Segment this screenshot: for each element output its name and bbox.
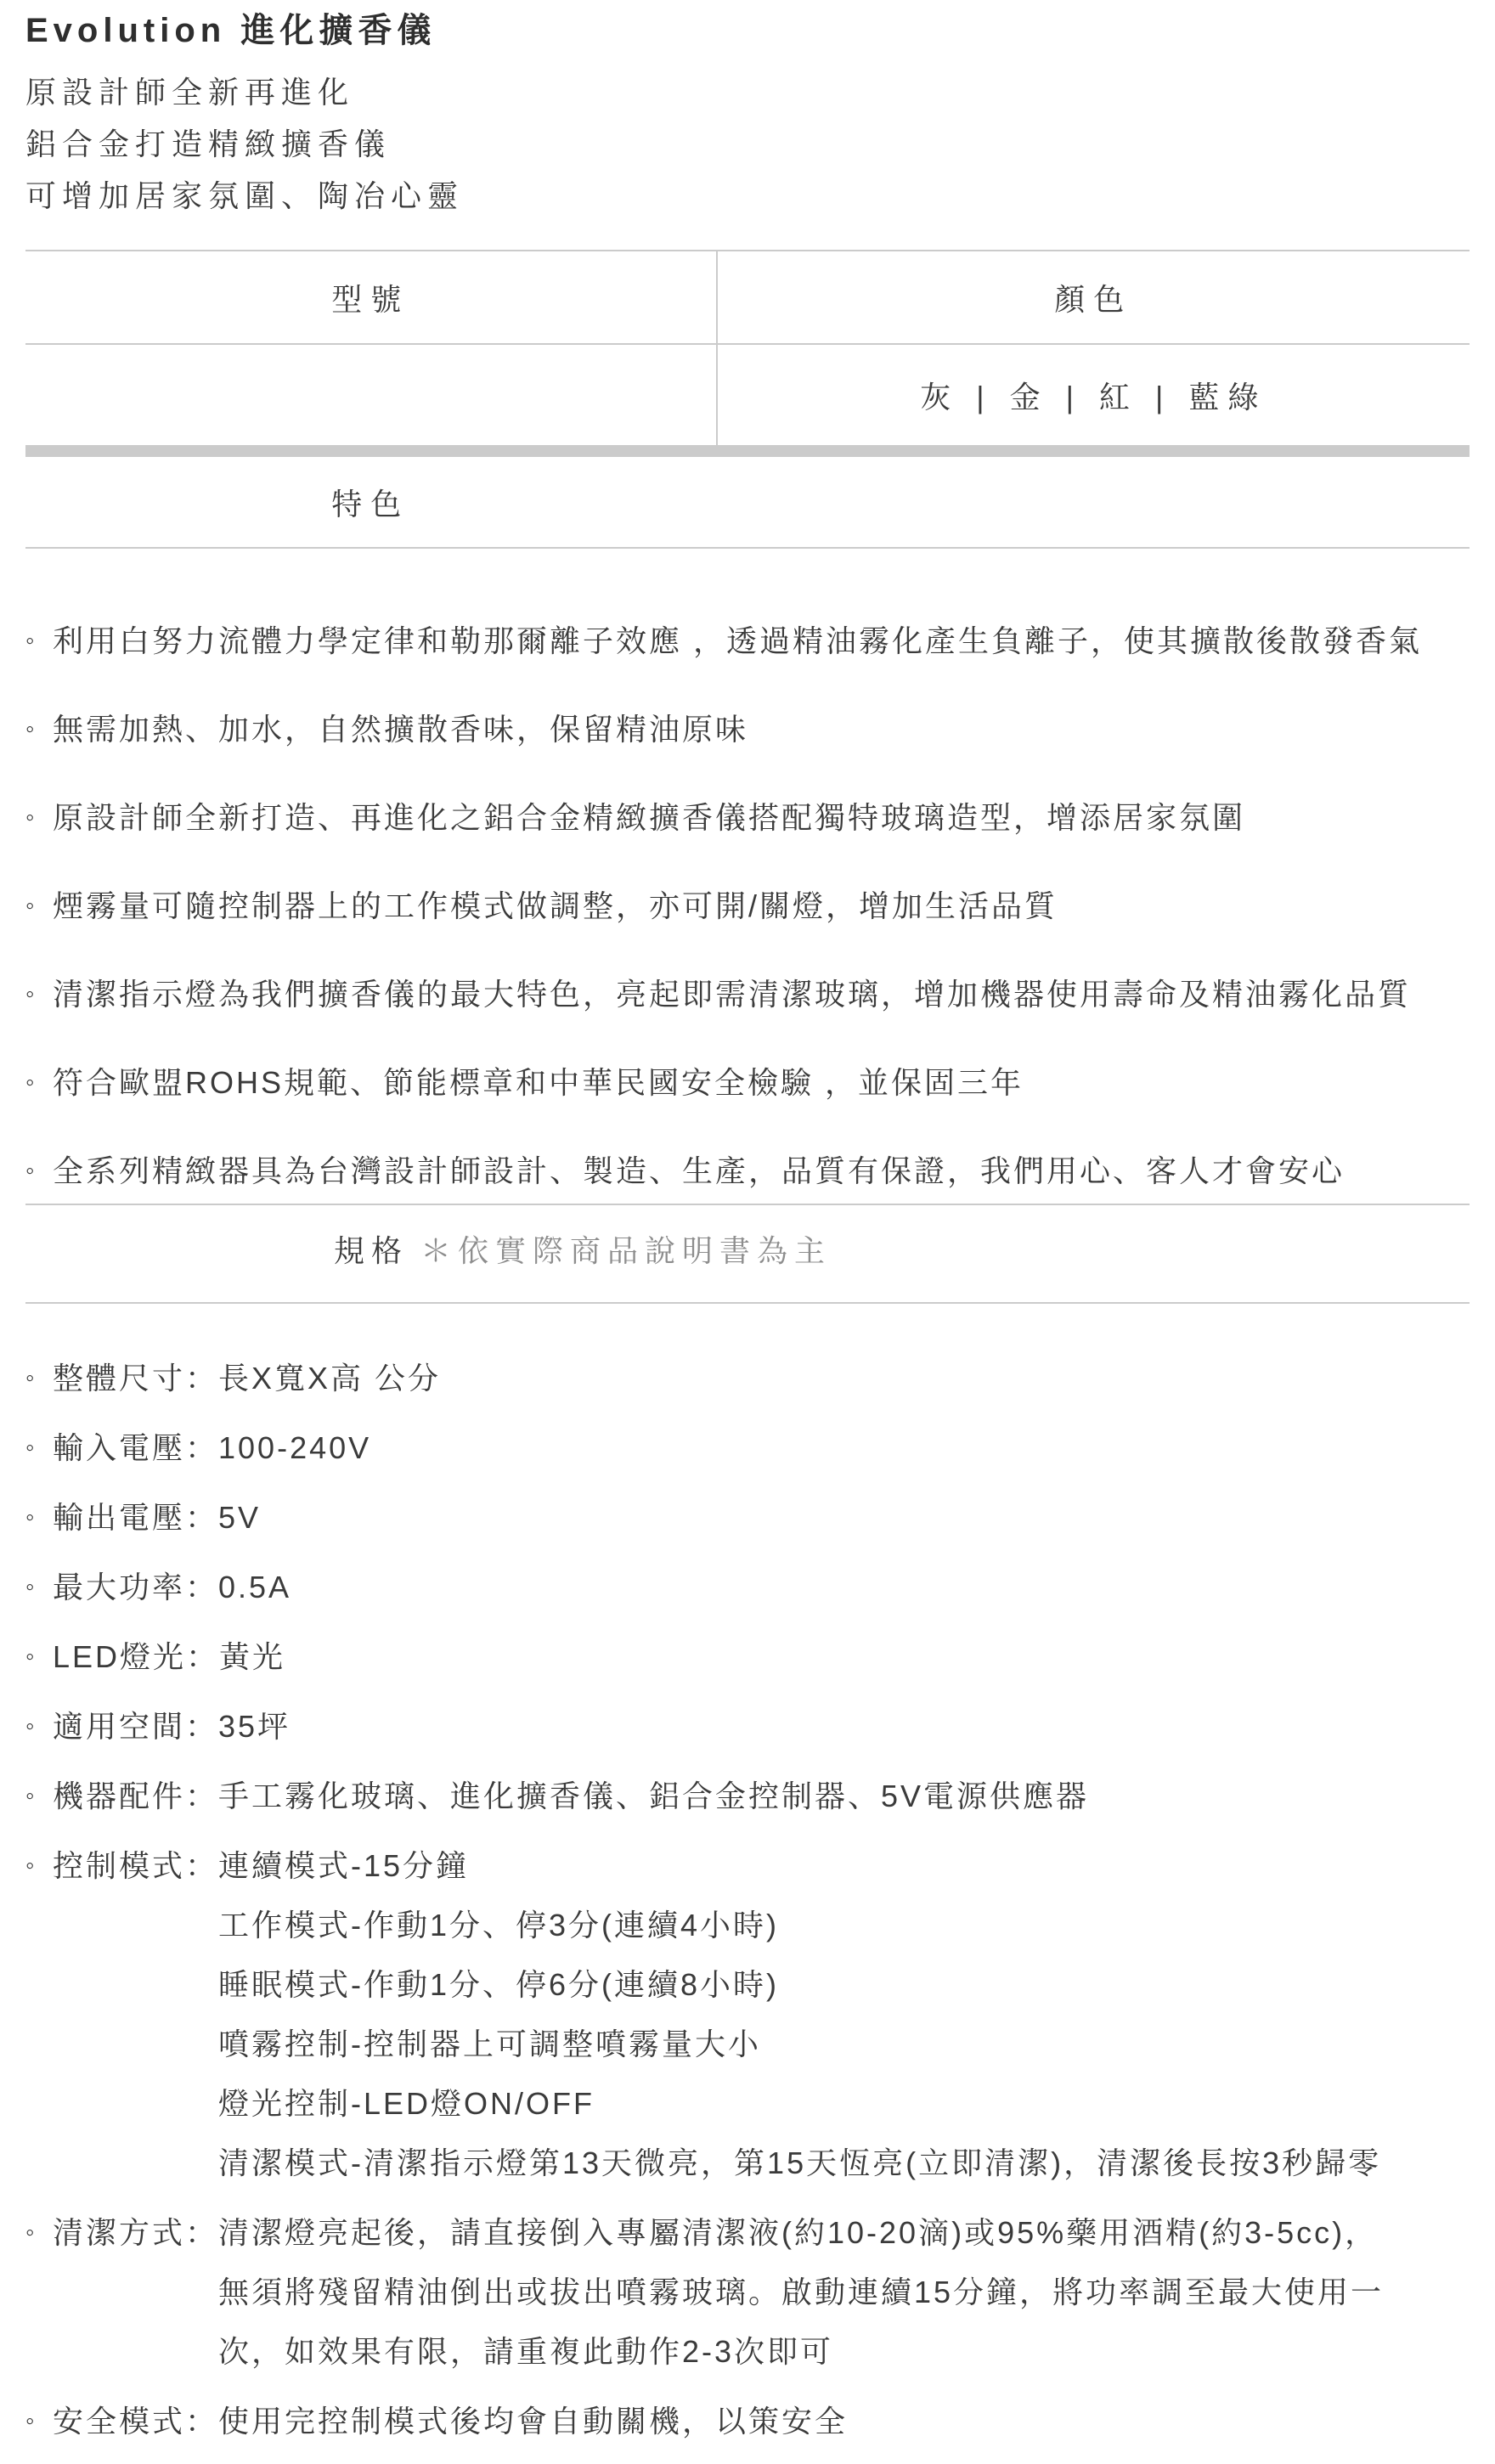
spec-value: [218, 1349, 1470, 1408]
spec-value-line: 睡眠模式-作動1分、停6分(連續8小時): [218, 1967, 780, 2002]
feature-text: 原設計師全新打造、再進化之鋁合金精緻擴香儀搭配獨特玻璃造型，增添居家氛圍: [53, 800, 1246, 835]
column-header-color: 顏色: [717, 251, 1470, 344]
column-header-model: 型號: [25, 251, 717, 344]
circle-bullet-icon: [25, 2392, 53, 2451]
circle-bullet-icon: [25, 1697, 53, 1756]
circle-bullet-icon: [25, 1418, 53, 1478]
intro-line: 可增加居家氛圍、陶冶心靈: [25, 178, 465, 213]
circle-bullet-icon: [25, 1558, 53, 1617]
specs-note: ＊依實際商品說明書為主: [420, 1233, 832, 1268]
feature-text: 利用白努力流體力學定律和勒那爾離子效應 ，透過精油霧化產生負離子，使其擴散後散發香氣: [53, 623, 1423, 658]
circle-bullet-icon: [25, 697, 53, 762]
feature-item: [25, 697, 1470, 762]
spec-label: 機器配件：: [53, 1779, 219, 1813]
spec-value: [218, 2392, 1470, 2451]
spec-value: [218, 1558, 1470, 1617]
spec-value-line: 噴霧控制-控制器上可調整噴霧量大小: [218, 2027, 762, 2061]
spec-value: [218, 1488, 1470, 1548]
feature-text: 清潔指示燈為我們擴香儀的最大特色，亮起即需清潔玻璃，增加機器使用壽命及精油霧化品質: [53, 977, 1412, 1012]
spec-value: [218, 1418, 1470, 1478]
spec-item: [25, 1349, 1470, 1408]
features-list: [25, 549, 1470, 1204]
circle-bullet-icon: [25, 786, 53, 850]
spec-label: 最大功率：: [53, 1570, 219, 1604]
spec-value-line: 手工霧化玻璃、進化擴香儀、鋁合金控制器、5V電源供應器: [218, 1779, 1090, 1813]
features-section-title: 特色: [331, 486, 410, 522]
specs-header-row: [25, 1204, 1470, 1304]
spec-item: [25, 1767, 1470, 1826]
spec-label: 適用空間：: [53, 1709, 219, 1744]
spec-label: 整體尺寸：: [53, 1361, 219, 1396]
spec-item: [25, 1836, 1470, 2193]
features-header-row: [25, 457, 1470, 549]
spec-value-line: 35坪: [218, 1709, 291, 1744]
spec-value-line: 清潔燈亮起後，請直接倒入專屬清潔液(約10-20滴)或95%藥用酒精(約3-5cc)，: [218, 2215, 1379, 2250]
circle-bullet-icon: [25, 874, 53, 939]
spec-item: [25, 1418, 1470, 1478]
spec-label: 安全模式：: [53, 2404, 219, 2439]
feature-item: [25, 874, 1470, 939]
spec-value-line: 5V: [218, 1500, 262, 1535]
circle-bullet-icon: [25, 1139, 53, 1204]
feature-text: 無需加熱、加水，自然擴散香味，保留精油原味: [53, 712, 749, 747]
spec-label: 輸出電壓：: [53, 1500, 219, 1535]
spec-value-line: 清潔模式-清潔指示燈第13天微亮，第15天恆亮(立即清潔)，清潔後長按3秒歸零: [218, 2145, 1382, 2180]
thick-divider: [25, 445, 1470, 457]
spec-value-line: 100-240V: [218, 1430, 372, 1465]
spec-value: [218, 1767, 1470, 1826]
table-value-row: [25, 344, 1470, 445]
model-value-cell: [25, 344, 717, 445]
feature-item: [25, 962, 1470, 1027]
spec-label: LED燈光：: [53, 1639, 220, 1674]
circle-bullet-icon: [25, 1488, 53, 1548]
page-title: Evolution 進化擴香儀: [25, 12, 437, 49]
spec-item: [25, 1488, 1470, 1548]
spec-value-line: 無須將殘留精油倒出或拔出噴霧玻璃。啟動連續15分鐘，將功率調至最大使用一: [218, 2275, 1385, 2309]
spec-item: [25, 2203, 1470, 2382]
spec-value-line: 使用完控制模式後均會自動關機，以策安全: [218, 2404, 849, 2439]
spec-value: [219, 1627, 1470, 1687]
feature-text: 符合歐盟ROHS規範、節能標章和中華民國安全檢驗 ，並保固三年: [53, 1065, 1024, 1100]
spec-value-line: 黃光: [219, 1639, 286, 1674]
specs-section-title: 規格: [334, 1233, 409, 1268]
circle-bullet-icon: [25, 1627, 53, 1687]
feature-item: [25, 1051, 1470, 1115]
circle-bullet-icon: [25, 1767, 53, 1826]
feature-item: [25, 786, 1470, 850]
specs-list: [25, 1304, 1470, 2451]
circle-bullet-icon: [25, 609, 53, 674]
circle-bullet-icon: [25, 1836, 53, 1896]
spec-value-line: 工作模式-作動1分、停3分(連續4小時): [218, 1908, 780, 1942]
feature-text: 全系列精緻器具為台灣設計師設計、製造、生產，品質有保證，我們用心、客人才會安心: [53, 1153, 1346, 1188]
model-color-table: [25, 250, 1470, 445]
feature-text: 煙霧量可隨控制器上的工作模式做調整，亦可開/關燈，增加生活品質: [53, 888, 1058, 923]
color-options-value: 灰 | 金 | 紅 | 藍綠: [920, 379, 1267, 414]
spec-item: [25, 1627, 1470, 1687]
circle-bullet-icon: [25, 1051, 53, 1115]
spec-value: [218, 1836, 1470, 2193]
feature-item: [25, 1139, 1470, 1204]
circle-bullet-icon: [25, 962, 53, 1027]
spec-label: 輸入電壓：: [53, 1430, 219, 1465]
product-intro: [25, 66, 1470, 222]
intro-line: 鋁合金打造精緻擴香儀: [25, 127, 392, 161]
spec-value: [218, 1697, 1470, 1756]
spec-label: 控制模式：: [53, 1848, 219, 1883]
feature-item: [25, 609, 1470, 674]
spec-label: 清潔方式：: [53, 2215, 219, 2250]
spec-value: [218, 2203, 1470, 2382]
spec-value-line: 0.5A: [218, 1570, 292, 1604]
circle-bullet-icon: [25, 2203, 53, 2263]
spec-item: [25, 1697, 1470, 1756]
circle-bullet-icon: [25, 1349, 53, 1408]
intro-line: 原設計師全新再進化: [25, 75, 355, 110]
table-header-row: [25, 251, 1470, 344]
spec-value-line: 長X寬X高 公分: [218, 1361, 442, 1396]
spec-value-line: 次，如效果有限，請重複此動作2-3次即可: [218, 2334, 834, 2369]
spec-value-line: 燈光控制-LED燈ON/OFF: [218, 2086, 595, 2121]
spec-item: [25, 2392, 1470, 2451]
spec-value-line: 連續模式-15分鐘: [218, 1848, 470, 1883]
spec-item: [25, 1558, 1470, 1617]
